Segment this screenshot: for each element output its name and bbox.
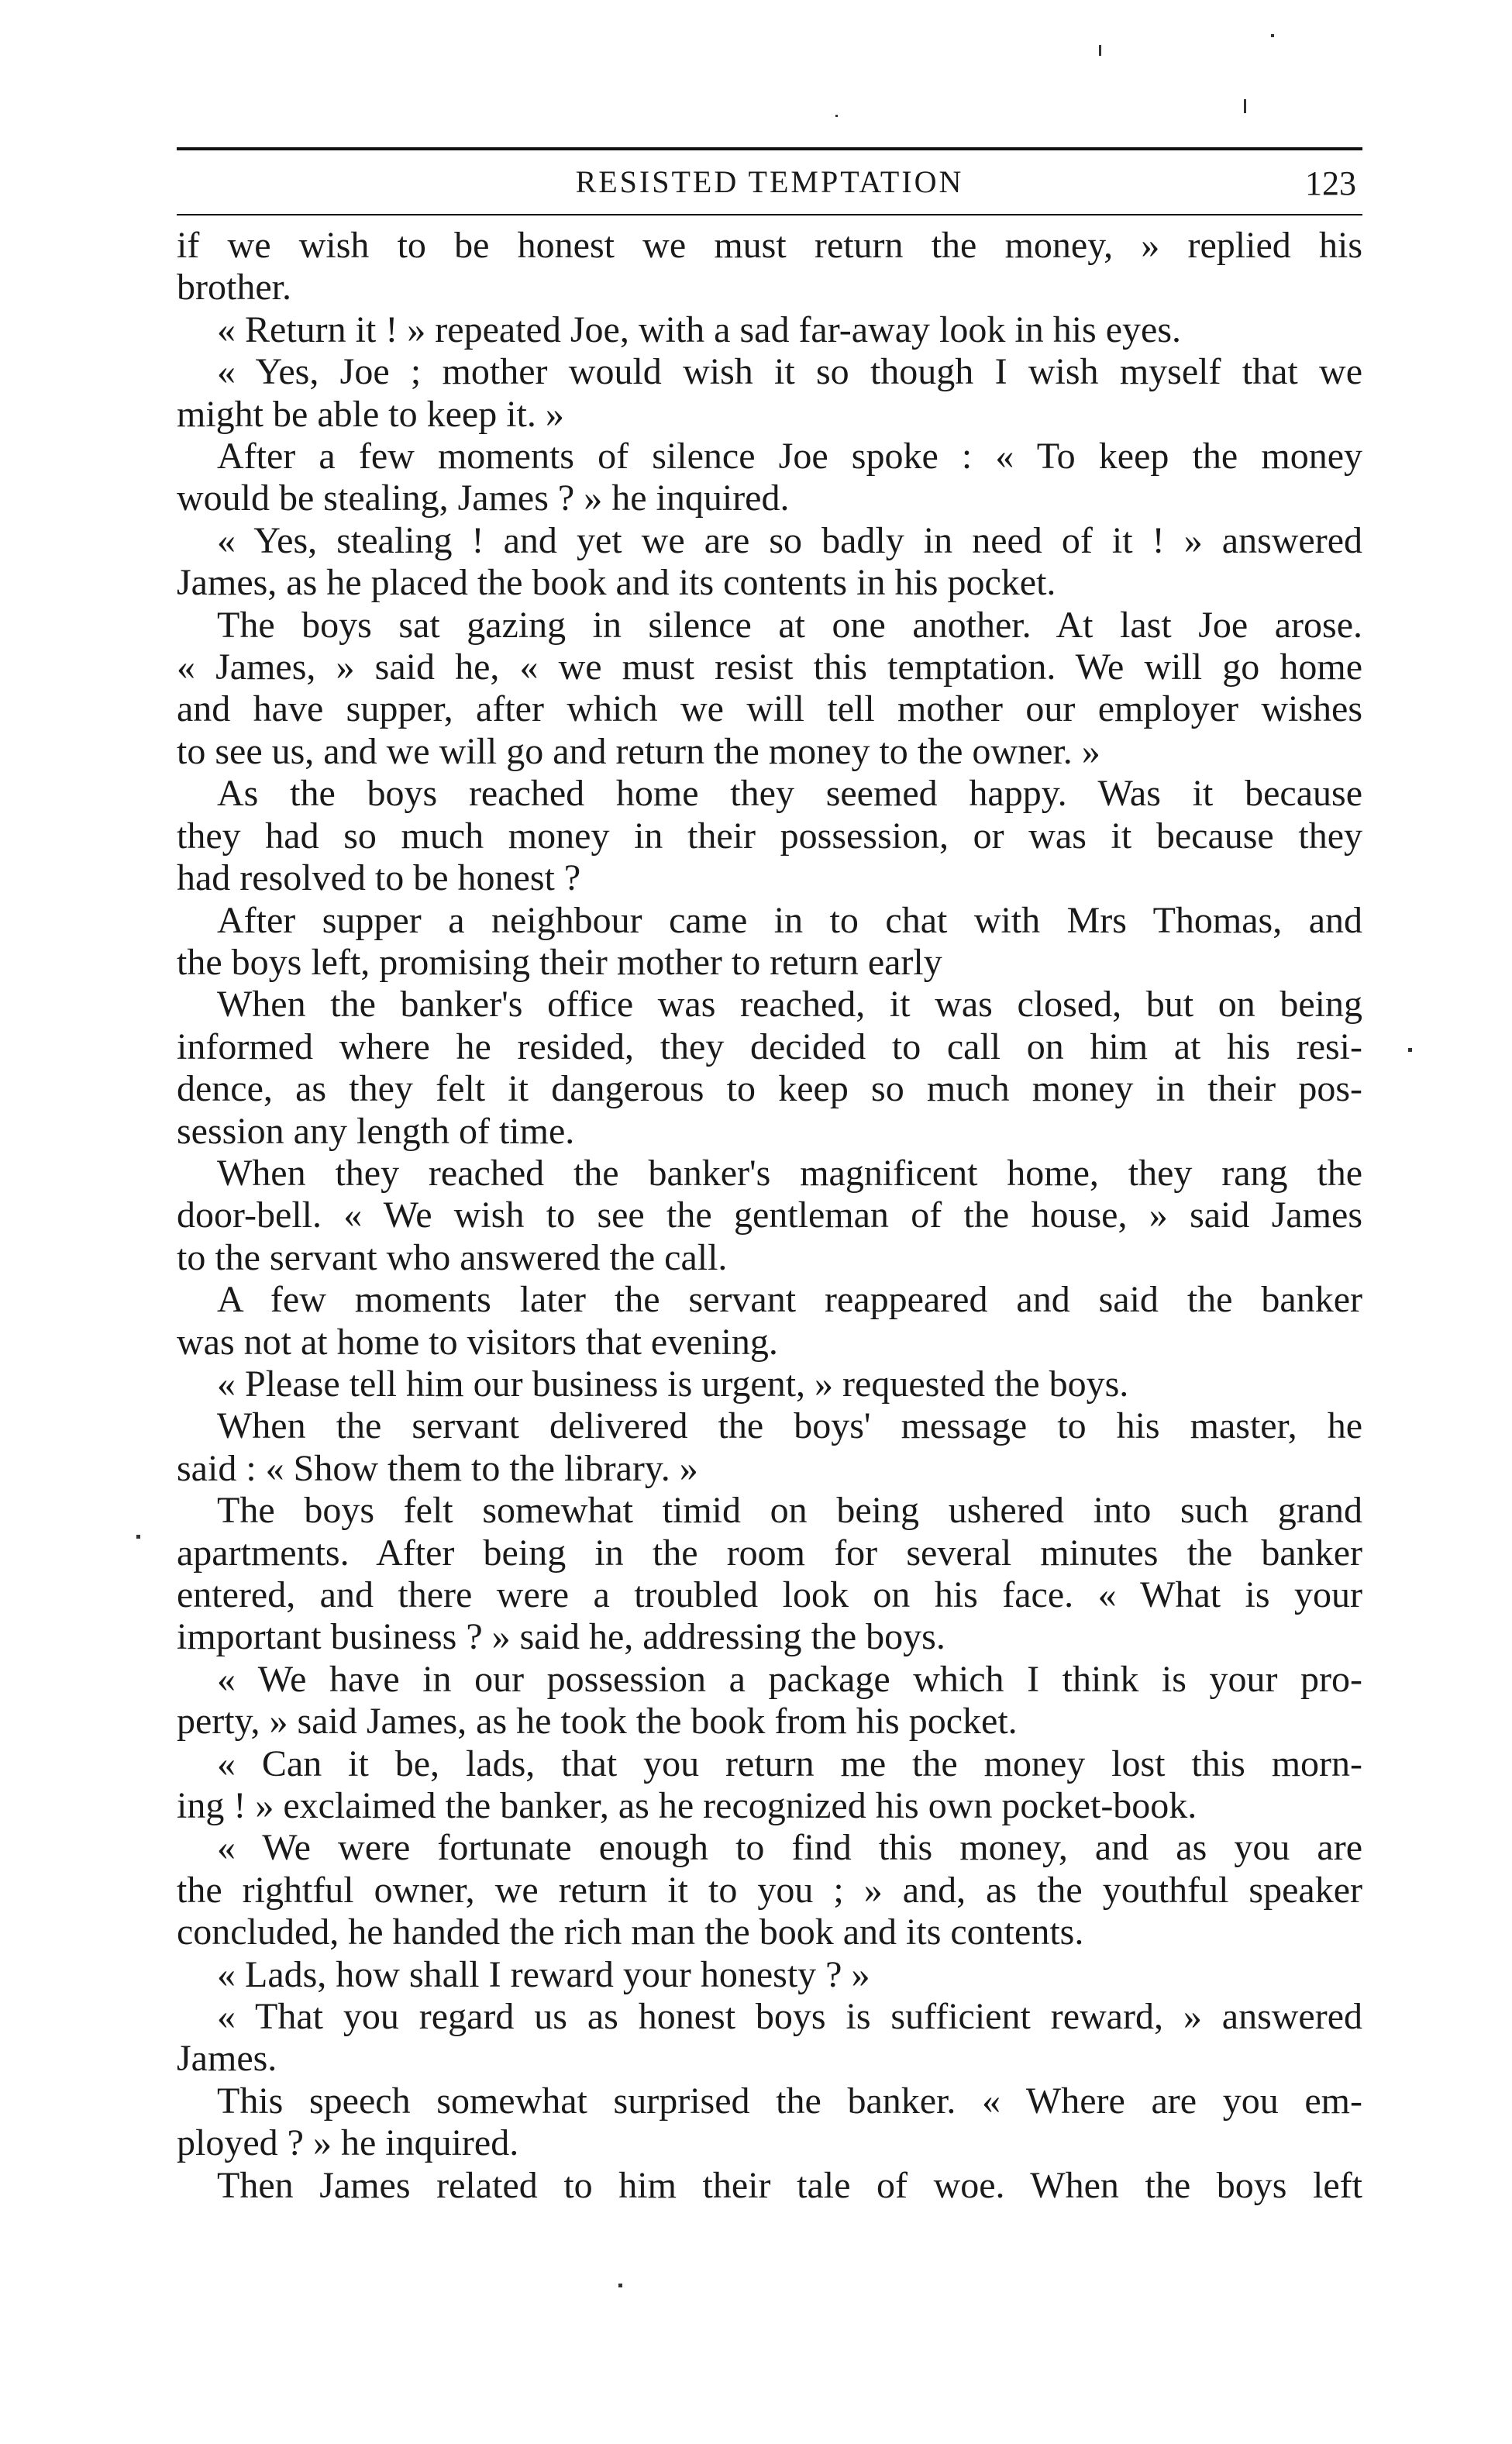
text-line: « That you regard us as honest boys is sufficient reward, » answered bbox=[217, 1996, 1362, 2038]
text-line: ing ! » exclaimed the banker, as he recognized his own pocket-book. bbox=[177, 1785, 1197, 1827]
text-line: brother. bbox=[177, 267, 291, 309]
text-line: important business ? » said he, addressing the boys. bbox=[177, 1616, 945, 1658]
running-head: RESISTED TEMPTATION bbox=[575, 164, 964, 199]
page-header bbox=[177, 155, 1362, 209]
text-line: door-bell. « We wish to see the gentleman of the house, » said James bbox=[177, 1194, 1362, 1236]
page-number: 123 bbox=[1305, 164, 1356, 202]
text-line: had resolved to be honest ? bbox=[177, 857, 581, 899]
text-line: As the boys reached home they seemed happy. Was it because bbox=[217, 773, 1362, 815]
text-line: might be able to keep it. » bbox=[177, 393, 564, 435]
text-line: « Please tell him our business is urgent, » requested the boys. bbox=[217, 1363, 1129, 1405]
text-line: Then James related to him their tale of woe. When the boys left bbox=[217, 2164, 1362, 2206]
text-line: « Yes, Joe ; mother would wish it so though I wish myself that we bbox=[217, 351, 1362, 393]
text-line: After supper a neighbour came in to chat with Mrs Thomas, and bbox=[217, 899, 1362, 941]
text-line: the rightful owner, we return it to you ; » and, as the youthful speaker bbox=[177, 1869, 1362, 1911]
text-line: A few moments later the servant reappeared and said the banker bbox=[217, 1279, 1362, 1321]
text-line: When the banker's office was reached, it was closed, but on being bbox=[217, 984, 1362, 1026]
text-line: « Yes, stealing ! and yet we are so badly in need of it ! » answered bbox=[217, 519, 1362, 561]
text-line: concluded, he handed the rich man the book and its contents. bbox=[177, 1911, 1084, 1953]
text-line: « Return it ! » repeated Joe, with a sad far-away look in his eyes. bbox=[217, 309, 1181, 350]
text-line: The boys felt somewhat timid on being ushered into such grand bbox=[217, 1490, 1362, 1532]
text-line: dence, as they felt it dangerous to keep so much money in their pos- bbox=[177, 1068, 1362, 1110]
text-line: said : « Show them to the library. » bbox=[177, 1447, 698, 1489]
body-text bbox=[177, 225, 1362, 2207]
text-line: entered, and there were a troubled look on his face. « What is your bbox=[177, 1574, 1362, 1615]
text-line: if we wish to be honest we must return the money, » replied his bbox=[177, 225, 1362, 266]
header-top-rule bbox=[177, 147, 1362, 150]
text-line: session any length of time. bbox=[177, 1110, 575, 1152]
text-line: perty, » said James, as he took the book from his pocket. bbox=[177, 1701, 1018, 1743]
text-line: « We have in our possession a package which I think is your pro- bbox=[217, 1658, 1362, 1700]
text-line: would be stealing, James ? » he inquired. bbox=[177, 477, 790, 519]
speck-mark bbox=[1244, 99, 1246, 113]
text-line: to see us, and we will go and return the money to the owner. » bbox=[177, 730, 1100, 772]
speck-mark bbox=[835, 115, 838, 117]
speck-mark bbox=[1408, 1048, 1412, 1052]
text-line: informed where he resided, they decided to call on him at his resi- bbox=[177, 1026, 1362, 1067]
text-line: After a few moments of silence Joe spoke : « To keep the money bbox=[217, 436, 1362, 477]
text-line: « James, » said he, « we must resist this temptation. We will go home bbox=[177, 646, 1362, 688]
text-line: « Lads, how shall I reward your honesty ? » bbox=[217, 1953, 870, 1995]
text-line: The boys sat gazing in silence at one another. At last Joe arose. bbox=[217, 604, 1362, 646]
text-line: was not at home to visitors that evening. bbox=[177, 1321, 778, 1363]
text-line: to the servant who answered the call. bbox=[177, 1236, 728, 1278]
text-line: When the servant delivered the boys' message to his master, he bbox=[217, 1405, 1362, 1447]
text-line: « We were fortunate enough to find this money, and as you are bbox=[217, 1827, 1362, 1869]
text-line: and have supper, after which we will tell mother our employer wishes bbox=[177, 688, 1362, 730]
text-line: ployed ? » he inquired. bbox=[177, 2122, 519, 2164]
header-bottom-rule bbox=[177, 214, 1362, 215]
text-line: When they reached the banker's magnificent home, they rang the bbox=[217, 1152, 1362, 1194]
text-line: they had so much money in their possession, or was it because they bbox=[177, 815, 1362, 857]
text-line: apartments. After being in the room for several minutes the banker bbox=[177, 1532, 1362, 1574]
text-line: « Can it be, lads, that you return me the money lost this morn- bbox=[217, 1743, 1362, 1784]
speck-mark bbox=[1099, 45, 1101, 56]
text-line: This speech somewhat surprised the banker. « Where are you em- bbox=[217, 2080, 1362, 2122]
speck-mark bbox=[1271, 34, 1274, 37]
text-line: James. bbox=[177, 2038, 277, 2080]
text-line: James, as he placed the book and its contents in his pocket. bbox=[177, 562, 1056, 604]
text-line: the boys left, promising their mother to return early bbox=[177, 941, 942, 983]
speck-mark bbox=[618, 2284, 622, 2287]
speck-mark bbox=[136, 1535, 140, 1539]
